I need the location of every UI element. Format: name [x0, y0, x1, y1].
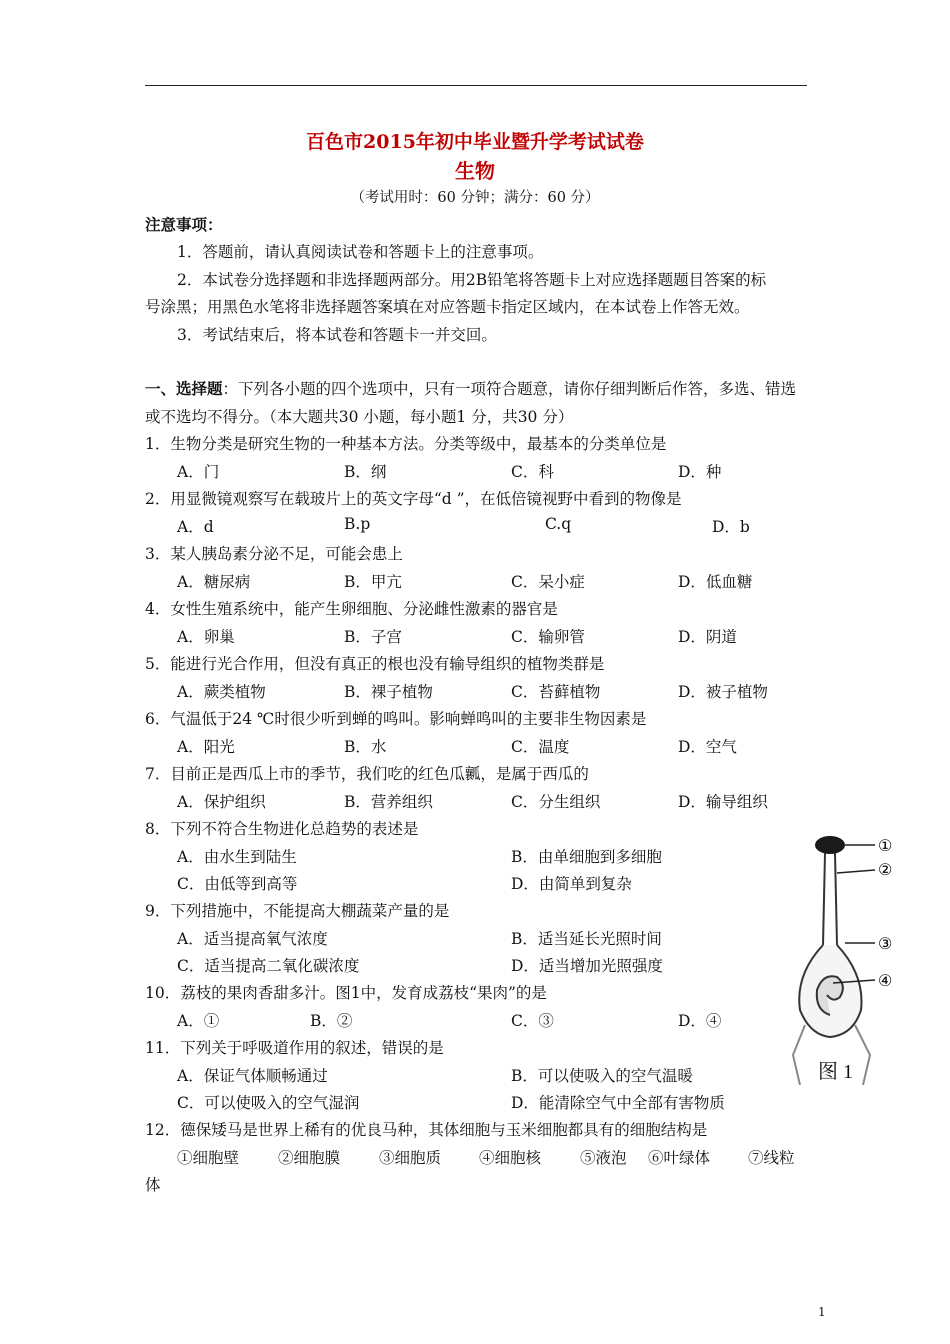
option: B．纲: [344, 463, 387, 481]
question-stem: 2．用显微镜观察写在载玻片上的英文字母“d ”，在低倍镜视野中看到的物像是: [145, 490, 682, 508]
option: C．呆小症: [511, 573, 585, 591]
stigma: [815, 836, 845, 854]
option-wrap: 体: [145, 1176, 161, 1194]
option: C．分生组织: [511, 793, 601, 811]
marker-4: ④: [878, 971, 893, 990]
question-stem: 1．生物分类是研究生物的一种基本方法。分类等级中，最基本的分类单位是: [145, 435, 667, 453]
option: B．②: [310, 1012, 353, 1030]
option: B．甲亢: [344, 573, 402, 591]
option: A．糖尿病: [177, 573, 251, 591]
question-stem: 7．目前正是西瓜上市的季节，我们吃的红色瓜瓤，是属于西瓜的: [145, 765, 589, 783]
pistil-diagram: [785, 825, 905, 1085]
option: ①细胞壁: [177, 1149, 240, 1167]
option: B.p: [344, 515, 371, 533]
notice-item: 号涂黑；用黑色水笔将非选择题答案填在对应答题卡指定区域内，在本试卷上作答无效。: [145, 298, 750, 316]
option: ⑦线粒: [748, 1149, 795, 1167]
option: D．阴道: [678, 628, 737, 646]
option: B．适当延长光照时间: [511, 930, 662, 948]
option: C．由低等到高等: [177, 875, 298, 893]
option: C.q: [545, 515, 572, 533]
question-stem: 3．某人胰岛素分泌不足，可能会患上: [145, 545, 403, 563]
option: C．输卵管: [511, 628, 585, 646]
option: ④细胞核: [479, 1149, 542, 1167]
option: D．低血糖: [678, 573, 753, 591]
marker-3: ③: [878, 934, 893, 953]
exam-title: 百色市2015年初中毕业暨升学考试试卷: [306, 131, 644, 153]
option: D．b: [712, 518, 750, 536]
marker-1: ①: [878, 836, 893, 855]
marker-line: [837, 870, 875, 873]
option: C．可以使吸入的空气湿润: [177, 1094, 360, 1112]
option: D．种: [678, 463, 722, 481]
option: A．①: [177, 1012, 220, 1030]
option: D．空气: [678, 738, 737, 756]
option: A．保证气体顺畅通过: [177, 1067, 328, 1085]
option: D．由简单到复杂: [511, 875, 632, 893]
option: ⑤液泡: [580, 1149, 627, 1167]
question-stem: 10．荔枝的果肉香甜多汁。图1中，发育成荔枝“果肉”的是: [145, 984, 547, 1002]
option: C．苔藓植物: [511, 683, 601, 701]
option: A．d: [177, 518, 214, 536]
question-stem: 6．气温低于24 ℃时很少听到蝉的鸣叫。影响蝉鸣叫的主要非生物因素是: [145, 710, 647, 728]
option: ③细胞质: [379, 1149, 442, 1167]
question-stem: 9．下列措施中，不能提高大棚蔬菜产量的是: [145, 902, 450, 920]
question-stem: 12．德保矮马是世界上稀有的优良马种，其体细胞与玉米细胞都具有的细胞结构是: [145, 1121, 708, 1139]
notice-item: 1．答题前，请认真阅读试卷和答题卡上的注意事项。: [177, 243, 544, 261]
option: A．阳光: [177, 738, 235, 756]
option: B．可以使吸入的空气温暖: [511, 1067, 693, 1085]
notice-item: 2．本试卷分选择题和非选择题两部分。用2B铅笔将答题卡上对应选择题题目答案的标: [177, 271, 767, 289]
option: A．保护组织: [177, 793, 266, 811]
section-intro-text: ：下列各小题的四个选项中，只有一项符合题意，请你仔细判断后作答，多选、错选: [222, 380, 797, 398]
header-rule: [145, 85, 807, 86]
section-heading: 一、选择题: [145, 379, 223, 398]
option: B．水: [344, 738, 387, 756]
option: B．营养组织: [344, 793, 433, 811]
question-stem: 8．下列不符合生物进化总趋势的表述是: [145, 820, 419, 838]
option: ⑥叶绿体: [648, 1149, 711, 1167]
option: D．输导组织: [678, 793, 768, 811]
option: C．适当提高二氧化碳浓度: [177, 957, 360, 975]
option: D．被子植物: [678, 683, 768, 701]
section-intro: [145, 377, 796, 399]
option: D．④: [678, 1012, 722, 1030]
question-stem: 11．下列关于呼吸道作用的叙述，错误的是: [145, 1039, 444, 1057]
option: C．温度: [511, 738, 570, 756]
option: D．适当增加光照强度: [511, 957, 663, 975]
option: C．③: [511, 1012, 554, 1030]
section-intro-line2: 或不选均不得分。（本大题共30 小题，每小题1 分，共30 分）: [145, 408, 574, 426]
exam-info: （考试用时：60 分钟；满分：60 分）: [350, 190, 600, 206]
option: C．科: [511, 463, 554, 481]
option: ②细胞膜: [278, 1149, 341, 1167]
notice-item: 3．考试结束后，将本试卷和答题卡一并交回。: [177, 326, 497, 344]
exam-subject: 生物: [455, 159, 495, 183]
option: B．裸子植物: [344, 683, 433, 701]
option: A．卵巢: [177, 628, 235, 646]
option: A．由水生到陆生: [177, 848, 297, 866]
notice-heading: 注意事项：: [145, 215, 223, 234]
option: A．门: [177, 463, 220, 481]
style: [823, 853, 837, 945]
option: B．由单细胞到多细胞: [511, 848, 662, 866]
option: A．蕨类植物: [177, 683, 266, 701]
question-stem: 5．能进行光合作用，但没有真正的根也没有输导组织的植物类群是: [145, 655, 605, 673]
option: B．子宫: [344, 628, 402, 646]
option: D．能清除空气中全部有害物质: [511, 1094, 725, 1112]
question-stem: 4．女性生殖系统中，能产生卵细胞、分泌雌性激素的器官是: [145, 600, 558, 618]
marker-2: ②: [878, 860, 893, 879]
option: A．适当提高氧气浓度: [177, 930, 328, 948]
figure-label: 图 1: [818, 1061, 853, 1083]
page-number: 1: [818, 1305, 826, 1319]
